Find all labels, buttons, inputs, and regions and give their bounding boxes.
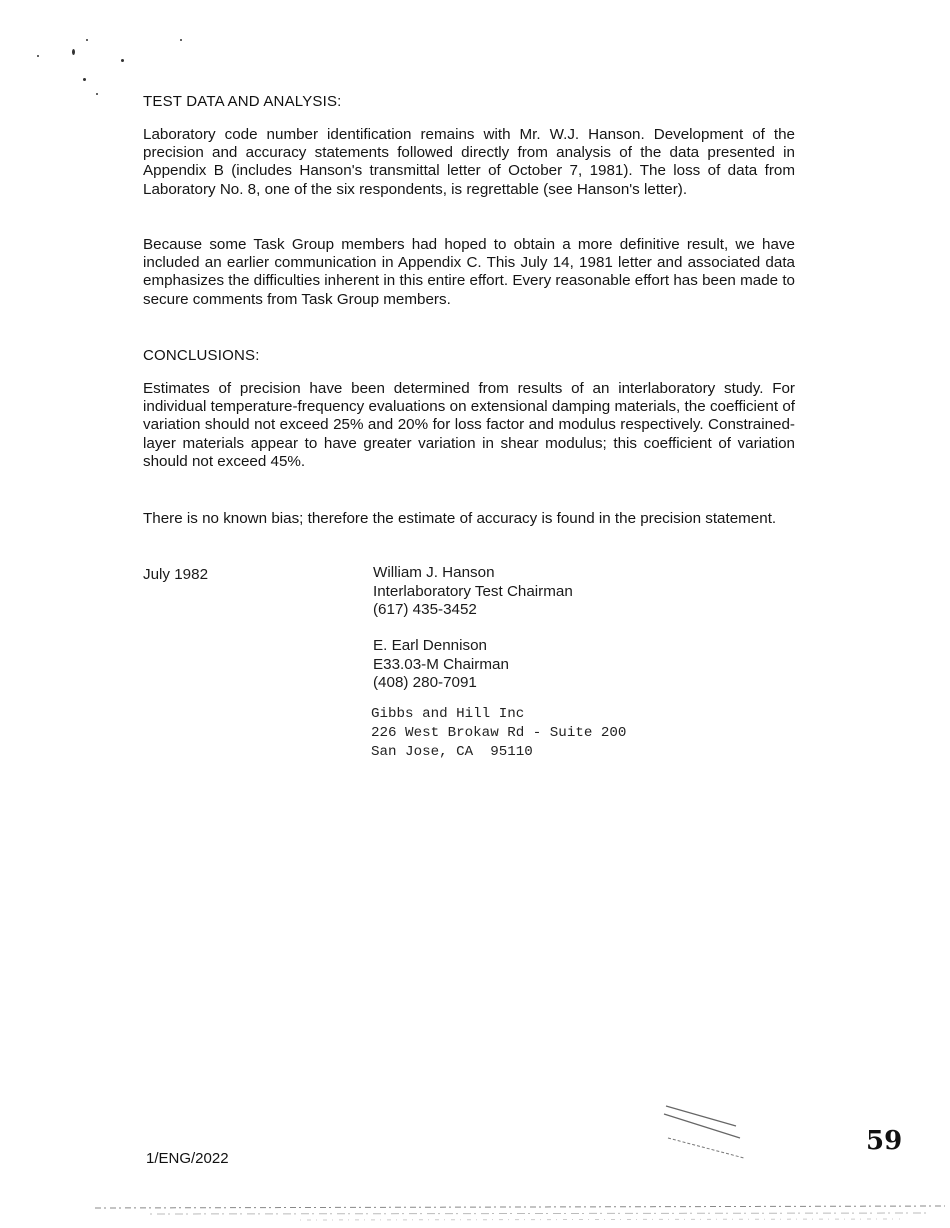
address-city: San Jose, CA 95110 bbox=[371, 744, 533, 760]
address-street: 226 West Brokaw Rd - Suite 200 bbox=[371, 725, 627, 741]
document-id: 1/ENG/2022 bbox=[146, 1150, 229, 1167]
signer-title: E33.03-M Chairman bbox=[373, 655, 509, 673]
scan-edge-noise bbox=[0, 1198, 950, 1228]
conclusions-paragraph-2: There is no known bias; therefore the estimate of accuracy is found in the precision statement. bbox=[143, 510, 777, 527]
test-data-paragraph-1: Laboratory code number identification remains with Mr. W.J. Hanson. Development of the precision and accuracy statements followed directly from analysis of the data presented in Appendix B (includes Hanson's transmittal letter of October 7, 1981). The loss of data from Laboratory No. 8, one of the six respondents, is regrettable (see Hanson's letter). bbox=[143, 126, 795, 198]
scan-speck bbox=[37, 55, 39, 57]
signer-name: William J. Hanson bbox=[373, 564, 495, 581]
scan-speck bbox=[86, 39, 88, 41]
pen-scribble-mark bbox=[660, 1100, 750, 1164]
page-number: 59 bbox=[866, 1126, 903, 1156]
signer-title: Interlaboratory Test Chairman bbox=[373, 582, 573, 600]
signer-name: E. Earl Dennison bbox=[373, 637, 487, 654]
signer-phone: (617) 435-3452 bbox=[373, 601, 477, 618]
company-address bbox=[371, 705, 626, 762]
scan-speck bbox=[83, 78, 86, 81]
test-data-heading: TEST DATA AND ANALYSIS: bbox=[143, 93, 342, 110]
conclusions-paragraph-1: Estimates of precision have been determined from results of an interlaboratory study. For individual temperature-frequency evaluations on extensional damping materials, the coefficient of variation should not exceed 25% and 20% for loss factor and modulus respectively. Constrained-layer materials appear to have greater variation in shear modulus; this coefficient of variation should not exceed 45%. bbox=[143, 380, 795, 470]
signer-block-hanson bbox=[373, 564, 573, 620]
scan-speck bbox=[121, 59, 124, 62]
scan-speck bbox=[72, 49, 75, 55]
address-company: Gibbs and Hill Inc bbox=[371, 706, 525, 722]
scan-speck bbox=[180, 39, 182, 41]
signature-date: July 1982 bbox=[143, 566, 209, 583]
signer-phone: (408) 280-7091 bbox=[373, 674, 477, 691]
test-data-paragraph-2: Because some Task Group members had hoped to obtain a more definitive result, we have included an earlier communication in Appendix C. This July 14, 1981 letter and associated data emphasizes the difficulties inherent in this entire effort. Every reasonable effort has been made to secure comments from Task Group members. bbox=[143, 236, 795, 308]
scan-speck bbox=[96, 93, 98, 95]
conclusions-heading: CONCLUSIONS: bbox=[143, 347, 260, 364]
signer-block-dennison bbox=[373, 637, 509, 693]
